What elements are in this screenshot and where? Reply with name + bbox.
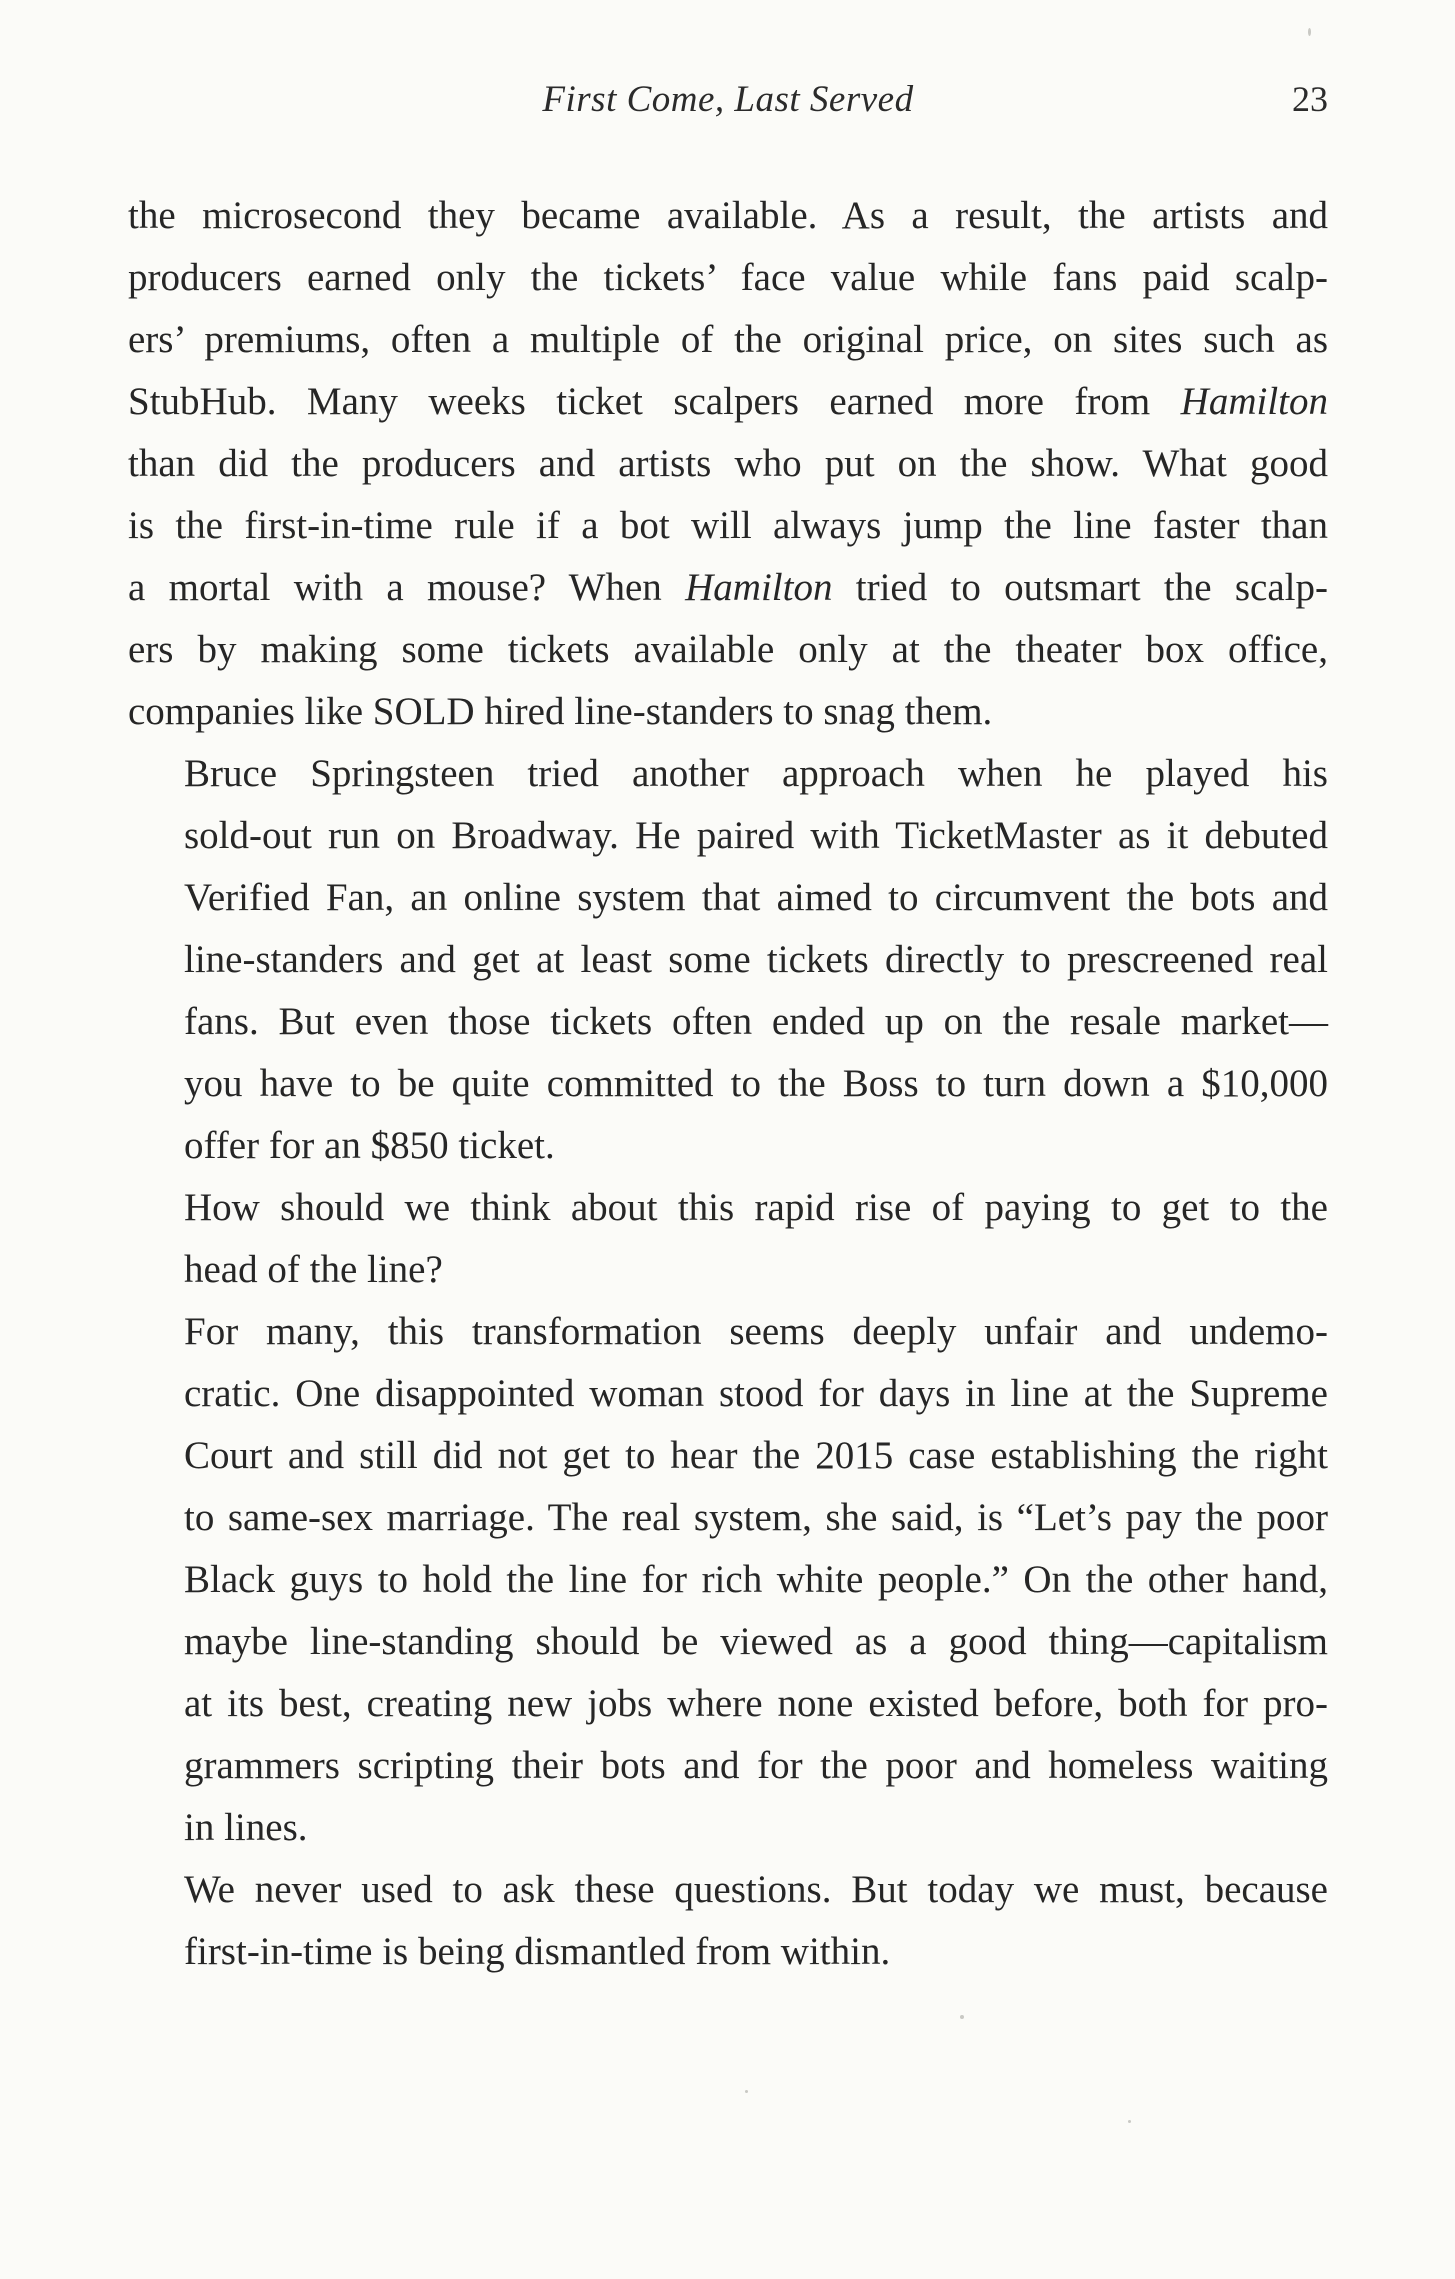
- text-line: fans. But even those tickets often ended up on the resale market—: [184, 1000, 1328, 1043]
- text-line: maybe line-standing should be viewed as a good thing—capitalism: [184, 1620, 1328, 1663]
- text-line: We never used to ask these questions. But today we must, because: [184, 1868, 1328, 1911]
- text-line: is the first-in-time rule if a bot will always jump the line faster than: [128, 504, 1328, 547]
- text-line: ers by making some tickets available only at the theater box office,: [128, 628, 1328, 671]
- text-line: offer for an $850 ticket.: [184, 1124, 555, 1167]
- italic-title: Hamilton: [685, 566, 833, 609]
- paper-speck: [745, 2090, 748, 2093]
- text-line: Black guys to hold the line for rich white people.” On the other hand,: [184, 1558, 1328, 1601]
- text-line: companies like SOLD hired line-standers to snag them.: [128, 690, 993, 733]
- text-line: first-in-time is being dismantled from within.: [184, 1930, 891, 1973]
- paragraph: [128, 1859, 1328, 1983]
- text-line: Court and still did not get to hear the 2015 case establishing the right: [184, 1434, 1328, 1477]
- running-head: [128, 78, 1328, 138]
- paper-speck: [1308, 28, 1311, 36]
- text-line: in lines.: [184, 1806, 308, 1849]
- body-text: [128, 185, 1328, 1983]
- text-line: to same-sex marriage. The real system, she said, is “Let’s pay the poor: [184, 1496, 1328, 1539]
- paragraph: [128, 1301, 1328, 1859]
- text-line: Bruce Springsteen tried another approach when he played his: [184, 752, 1328, 795]
- running-title: First Come, Last Served: [542, 79, 914, 120]
- paper-speck: [1128, 2120, 1131, 2123]
- paragraph: [128, 185, 1328, 743]
- text-line: sold-out run on Broadway. He paired with TicketMaster as it debuted: [184, 814, 1328, 857]
- text-line: producers earned only the tickets’ face value while fans paid scalp-: [128, 256, 1328, 299]
- text-line: Verified Fan, an online system that aimed to circumvent the bots and: [184, 876, 1328, 919]
- text-line: a mortal with a mouse? When Hamilton tried to outsmart the scalp-: [128, 566, 1328, 609]
- italic-title: Hamilton: [1180, 380, 1328, 423]
- text-line: you have to be quite committed to the Boss to turn down a $10,000: [184, 1062, 1328, 1105]
- text-line: than did the producers and artists who put on the show. What good: [128, 442, 1328, 485]
- text-line: line-standers and get at least some tickets directly to prescreened real: [184, 938, 1328, 981]
- text-line: ers’ premiums, often a multiple of the original price, on sites such as: [128, 318, 1328, 361]
- text-line: How should we think about this rapid rise of paying to get to the: [184, 1186, 1328, 1229]
- text-line: at its best, creating new jobs where none existed before, both for pro-: [184, 1682, 1328, 1725]
- page-number: 23: [1292, 79, 1328, 119]
- text-line: head of the line?: [184, 1248, 443, 1291]
- text-line: cratic. One disappointed woman stood for days in line at the Supreme: [184, 1372, 1328, 1415]
- text-line: StubHub. Many weeks ticket scalpers earned more from Hamilton: [128, 380, 1328, 423]
- paper-speck: [960, 2015, 964, 2019]
- paragraph: [128, 743, 1328, 1177]
- text-line: the microsecond they became available. As a result, the artists and: [128, 194, 1328, 237]
- text-line: grammers scripting their bots and for the poor and homeless waiting: [184, 1744, 1328, 1787]
- text-line: For many, this transformation seems deeply unfair and undemo-: [184, 1310, 1328, 1353]
- paragraph: [128, 1177, 1328, 1301]
